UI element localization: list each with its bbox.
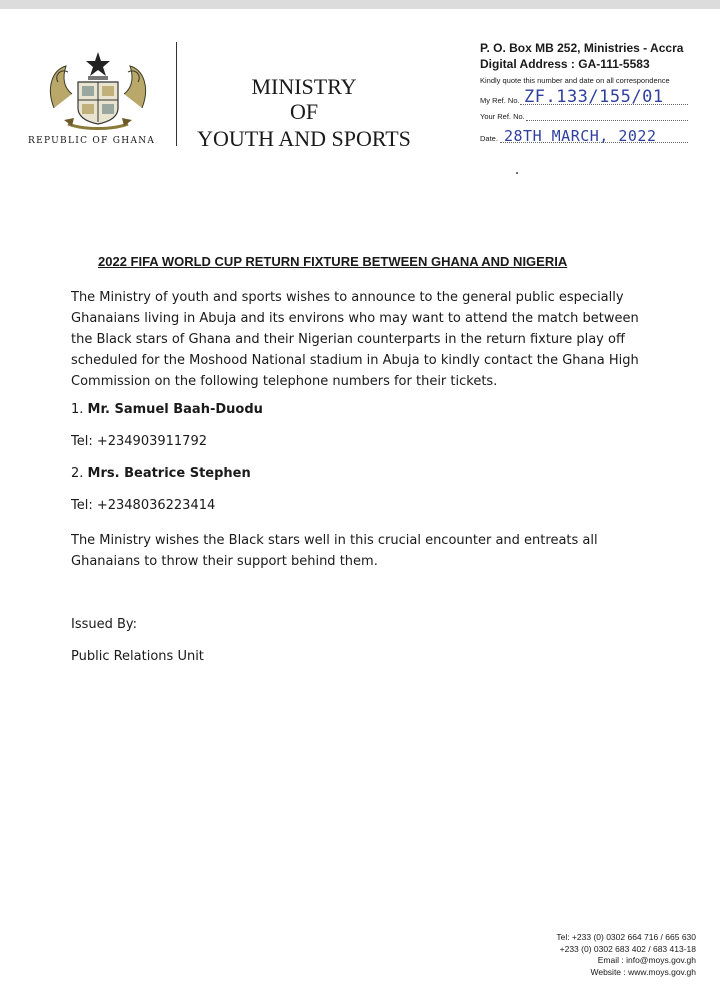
issued-by: Issued By: (71, 617, 138, 632)
ghana-coat-of-arms-icon (44, 48, 152, 132)
your-ref-label: Your Ref. No. (480, 112, 525, 121)
announcement-paragraph: The Ministry of youth and sports wishes to announce to the general public especially Ghanaians living in Abuja and its environs who may want to attend the match between the Black stars of Ghana and their Nigerian counterparts in the return fixture play off scheduled for the Moshood National stadium in Abuja to kindly contact the Ghana High Commission on the following telephone numbers for their tickets. (71, 290, 639, 389)
footer-tel2: +233 (0) 0302 683 402 / 683 413-18 (559, 943, 696, 954)
contact-2-name (71, 466, 251, 481)
contact-1-tel: Tel: +234903911792 (71, 434, 207, 449)
letter-title: 2022 FIFA WORLD CUP RETURN FIXTURE BETWEEN GHANA AND NIGERIA (98, 254, 568, 269)
my-ref-label: My Ref. No. (480, 96, 520, 105)
date-label: Date. (480, 134, 498, 143)
footer-tel1: Tel: +233 (0) 0302 664 716 / 665 630 (556, 932, 696, 942)
republic-of-ghana-label: REPUBLIC OF GHANA (28, 136, 156, 146)
address-block (480, 40, 710, 146)
footer-contacts (436, 932, 696, 978)
ministry-name (182, 74, 426, 154)
your-ref-row (480, 108, 710, 124)
date-value: 28TH MARCH, 2022 (504, 127, 657, 145)
my-ref-value: ZF.133/155/01 (524, 87, 664, 107)
quote-note: Kindly quote this number and date on all correspondence (480, 76, 670, 85)
digital-address: Digital Address : GA-111-5583 (480, 57, 650, 71)
contact-2-name-text: Mrs. Beatrice Stephen (87, 466, 251, 481)
footer-website: Website : www.moys.gov.gh (590, 966, 696, 977)
date-row (480, 124, 710, 146)
issuing-unit: Public Relations Unit (71, 649, 204, 664)
closing-paragraph: The Ministry wishes the Black stars well in this crucial encounter and entreats all Ghanaians to throw their support behind them. (71, 533, 598, 569)
scan-top-edge (0, 0, 720, 9)
contact-1-number: 1. (71, 402, 84, 417)
header-divider (176, 42, 177, 146)
my-ref-row (480, 86, 710, 108)
ministry-line2: OF (289, 99, 319, 124)
contact-2-number: 2. (71, 466, 84, 481)
ministry-line1: MINISTRY (251, 74, 357, 99)
contact-1-name-text: Mr. Samuel Baah-Duodu (87, 402, 263, 417)
contact-1-name (71, 402, 263, 417)
your-ref-line (526, 120, 688, 121)
po-box: P. O. Box MB 252, Ministries - Accra (480, 41, 684, 55)
ministry-line3: YOUTH AND SPORTS (197, 126, 411, 151)
contact-2-tel: Tel: +2348036223414 (71, 498, 216, 513)
scan-speck (516, 172, 518, 174)
footer-email: Email : info@moys.gov.gh (597, 955, 696, 965)
